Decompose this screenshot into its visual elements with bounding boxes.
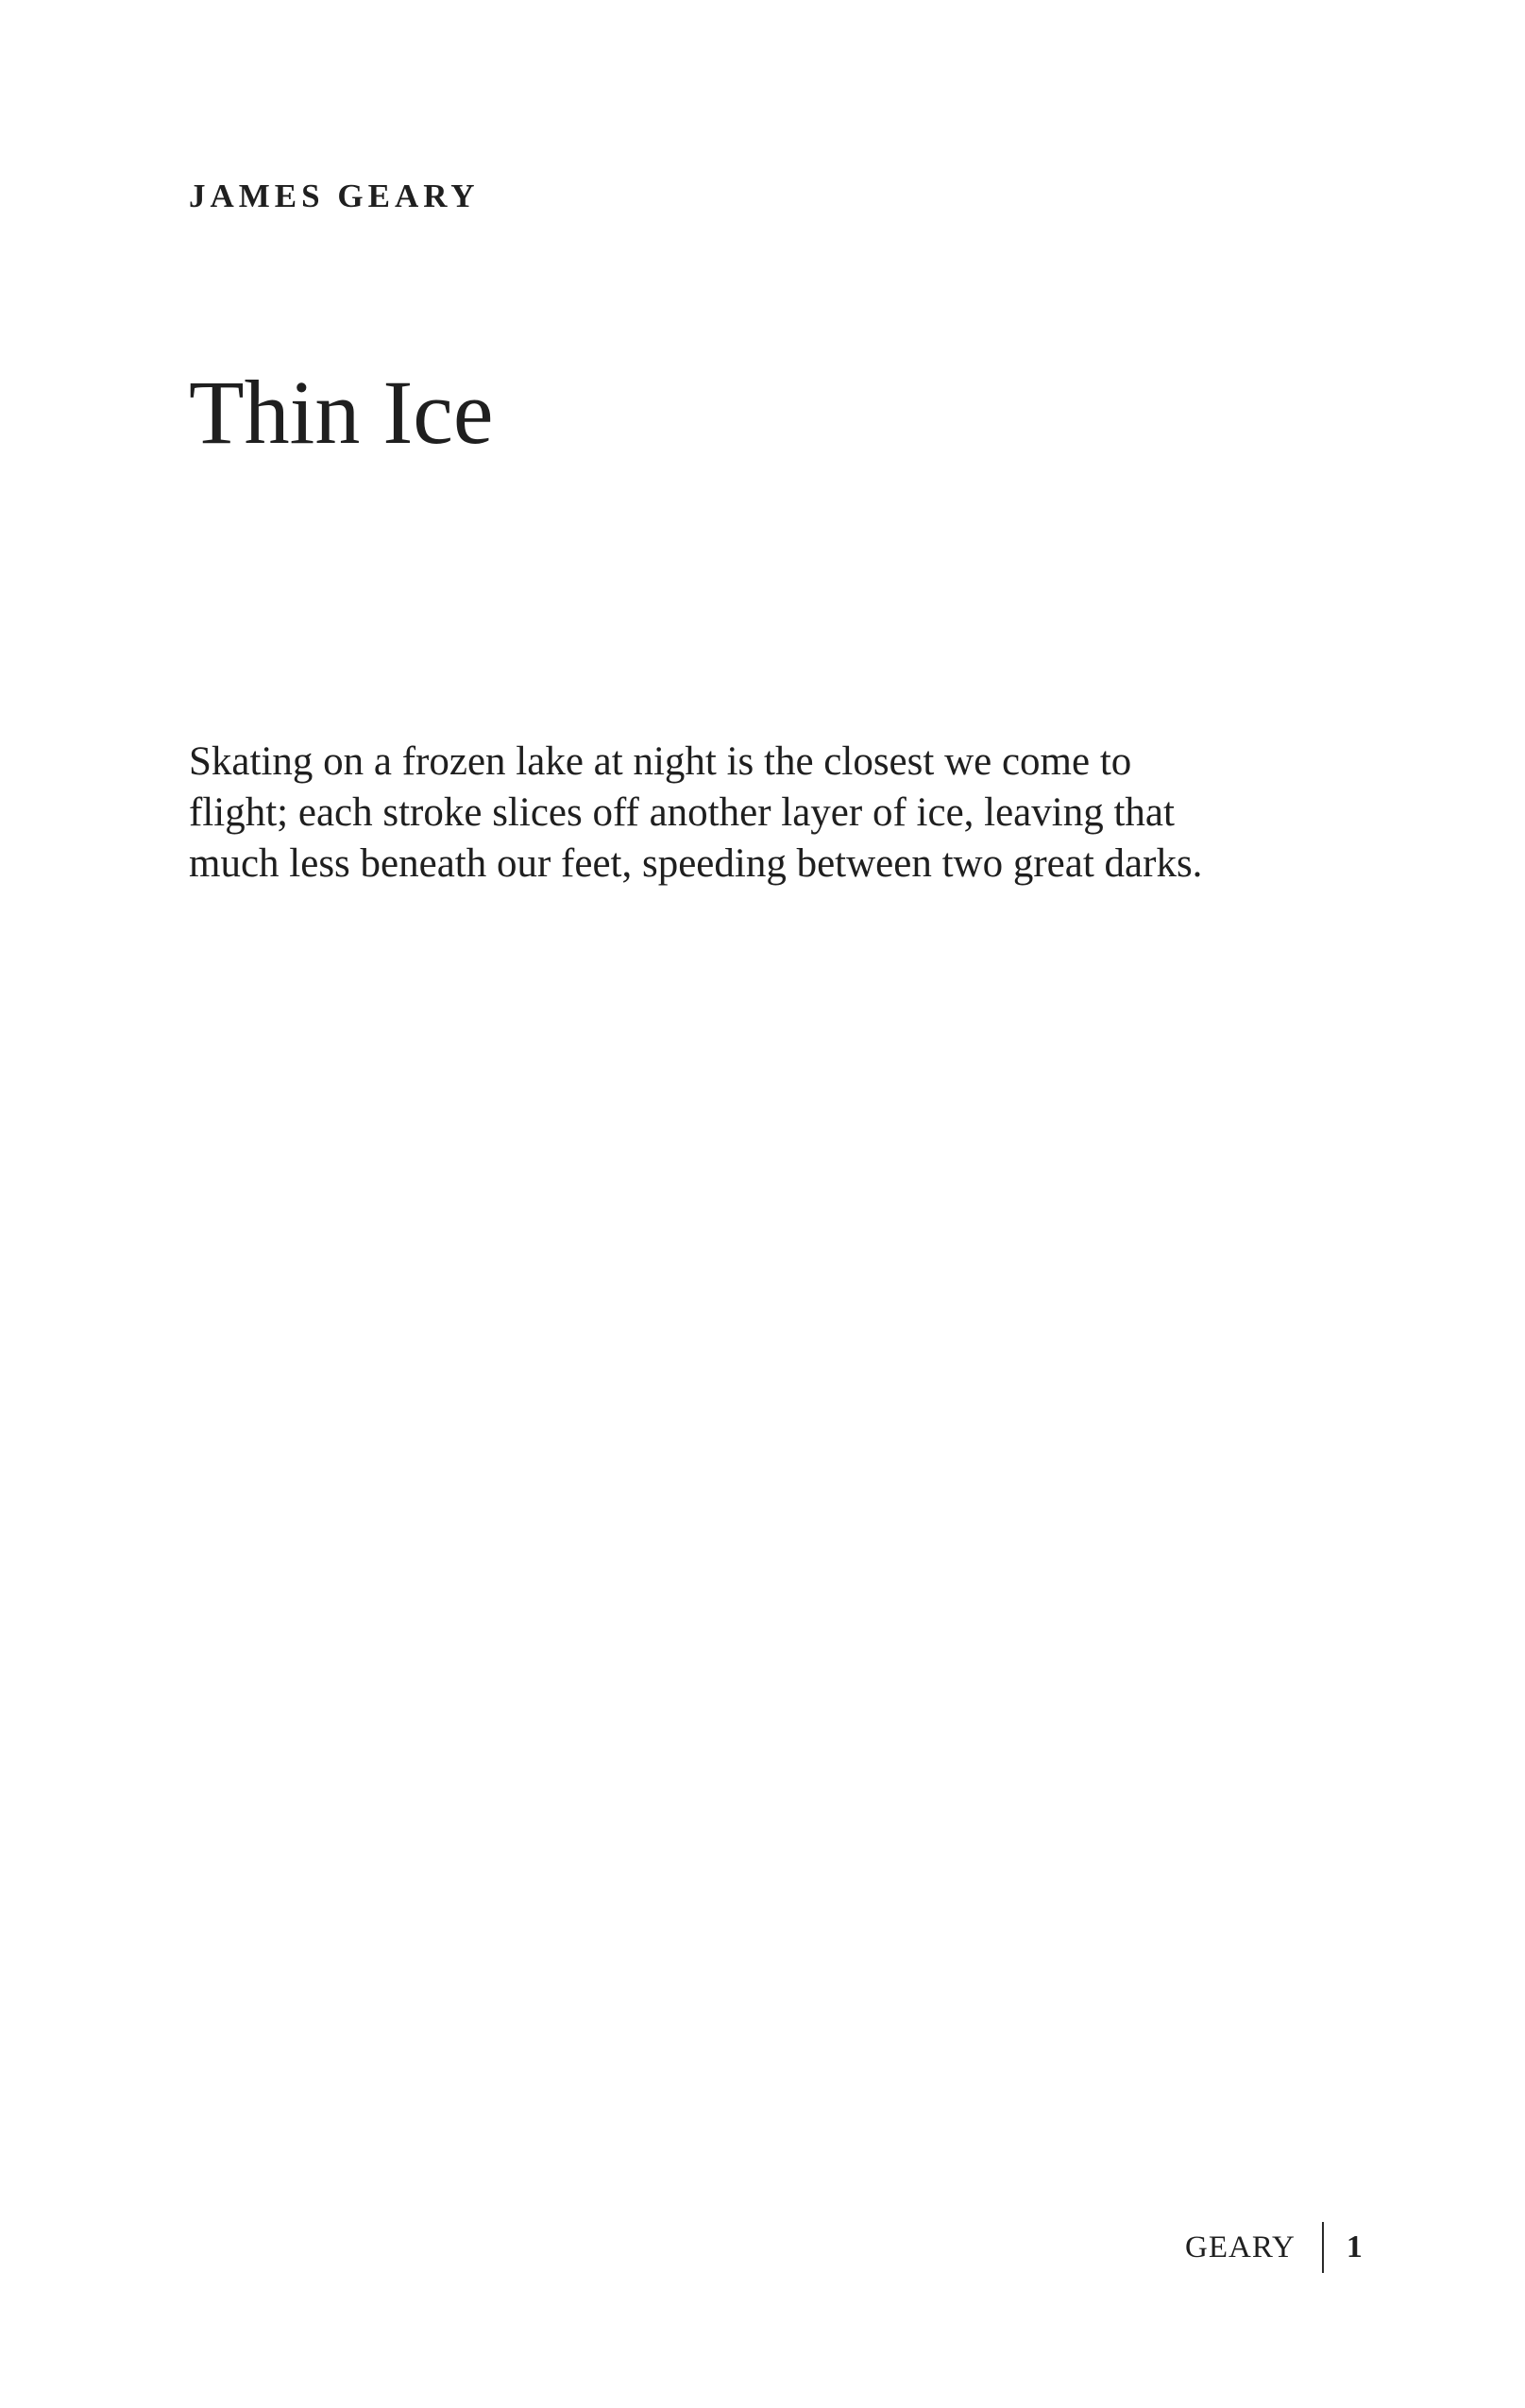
page-footer	[1185, 2219, 1363, 2276]
poem-line: flight; each stroke slices off another layer of ice, leaving that	[189, 790, 1175, 835]
poem-title: Thin Ice	[189, 362, 494, 463]
author-name: JAMES GEARY	[189, 178, 480, 214]
running-head: GEARY	[1185, 2230, 1296, 2264]
poem-body	[189, 737, 1202, 890]
page-number: 1	[1346, 2230, 1363, 2264]
poem-line: Skating on a frozen lake at night is the closest we come to	[189, 739, 1132, 784]
poem-line: much less beneath our feet, speeding between two great darks.	[189, 841, 1203, 886]
